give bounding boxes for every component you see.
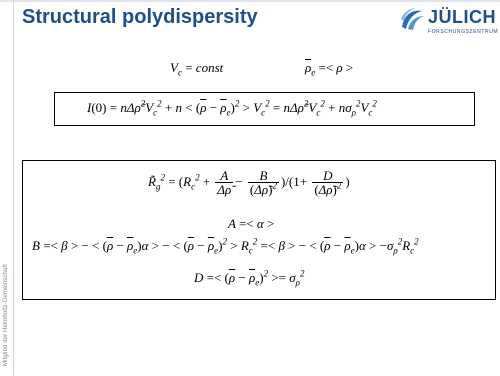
top-rule — [0, 0, 500, 2]
slide-title: Structural polydispersity — [22, 6, 258, 28]
side-note: Mitglied der Helmholtz-Gemeinschaft — [3, 264, 9, 366]
juelich-logo-icon — [398, 5, 426, 33]
side-rule — [13, 0, 14, 376]
equation-rho-e: $\overline{\rho}_e =< \rho$ > — [305, 60, 354, 78]
equation-vc-const: $V_c$ = const — [170, 60, 224, 78]
logo-name: JÜLICH — [428, 7, 497, 27]
equation-rg: $R̃_g^2 = (R_c^2$ + $\frac{A}{\Delta\rhõ}$ − $\frac{B}{(\Delta\rhõ)^2}$ )/(1+ $\frac{D}{(\Delta\rhõ)^2}$ ) — [148, 168, 350, 197]
logo-subtitle: FORSCHUNGSZENTRUM — [428, 29, 499, 35]
equation-intensity: $I(0) = n\Delta\rhõ^2V_c^2 + n < (\overline{\rho} - \overline{\rho}_e)^2 > V_c^2$ = $n\Delta\rhõ^2V_c^2 + n\sigma_\rho^2V_c^2$ — [87, 98, 377, 118]
equation-d: $D =< (\overline{\rho} - \overline{\rho}_e)^2 >= \sigma_\rho^2$ — [194, 268, 305, 288]
equation-a: A =< α > — [228, 216, 275, 231]
equation-b: B =< β > − < $(\overline{\rho} - \overline{\rho}_e)\alpha$ > − < $(\overline{\rho} - \overline{\rho}_e)^2 > R_c^2 =< \beta$ > − < $(\overline{\rho} - \overline{\rho}_e)\alpha > -\sigma_\rho^2R_c^2$ — [32, 236, 419, 256]
juelich-logo — [398, 3, 499, 39]
